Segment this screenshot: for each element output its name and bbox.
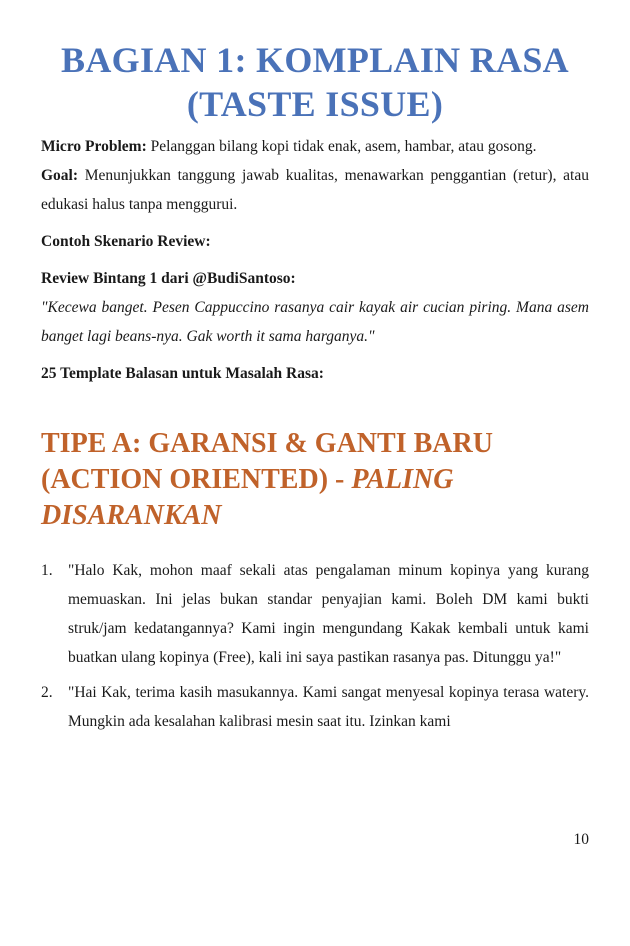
goal-text: Menunjukkan tanggung jawab kualitas, menawarkan penggantian (retur), atau edukasi halus tanpa menggurui.	[41, 167, 589, 213]
page-number: 10	[573, 831, 589, 848]
goal-paragraph	[41, 161, 589, 219]
scenario-heading: Contoh Skenario Review:	[41, 233, 211, 250]
list-item-number: 1.	[41, 562, 53, 579]
micro-problem-label: Micro Problem:	[41, 138, 147, 155]
list-item	[41, 556, 589, 672]
list-item-text: "Hai Kak, terima kasih masukannya. Kami sangat menyesal kopinya terasa watery. Mungkin ada kesalahan kalibrasi mesin saat itu. Izinkan kami	[68, 684, 589, 730]
title-line-1: BAGIAN 1: KOMPLAIN RASA	[61, 40, 569, 80]
section-title-emphasis: PALING DISARANKAN	[41, 464, 454, 531]
review-heading: Review Bintang 1 dari @BudiSantoso:	[41, 270, 296, 287]
review-quote: "Kecewa banget. Pesen Cappuccino rasanya cair kayak air cucian piring. Mana asem banget lagi beans-nya. Gak worth it sama harganya."	[41, 299, 589, 345]
document-page	[41, 38, 589, 742]
list-item	[41, 678, 589, 736]
goal-label: Goal:	[41, 167, 79, 184]
title-line-2: (TASTE ISSUE)	[186, 84, 444, 124]
list-item-text: "Halo Kak, mohon maaf sekali atas pengalaman minum kopinya yang kurang memuaskan. Ini jelas bukan standar penyajian kami. Boleh DM kami bukti struk/jam kedatangannya? Kami ingin mengundang Kakak kembali untuk kami buatkan ulang kopinya (Free), kali ini saya pastikan rasanya pas. Ditunggu ya!"	[68, 562, 589, 666]
micro-problem-paragraph	[41, 132, 589, 161]
template-list	[41, 556, 589, 736]
templates-heading: 25 Template Balasan untuk Masalah Rasa:	[41, 365, 324, 382]
section-title-main: TIPE A: GARANSI & GANTI BARU (ACTION ORIENTED) -	[41, 428, 493, 495]
list-item-number: 2.	[41, 684, 53, 701]
page-title	[41, 38, 589, 126]
section-title	[41, 426, 589, 534]
micro-problem-text: Pelanggan bilang kopi tidak enak, asem, hambar, atau gosong.	[146, 138, 537, 155]
